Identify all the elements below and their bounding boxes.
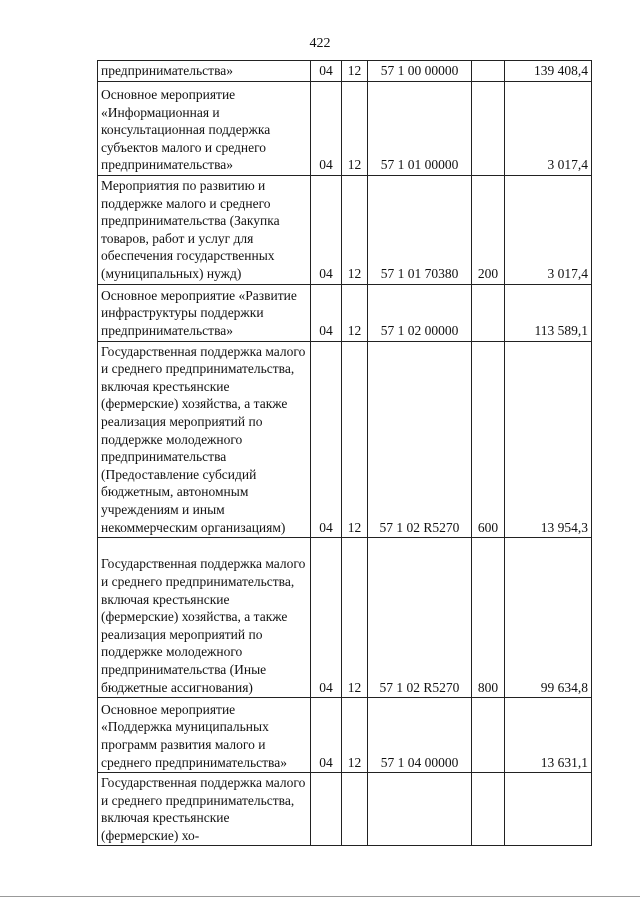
- subsection-code-cell: 12: [342, 82, 368, 176]
- amount-cell: 113 589,1: [505, 284, 592, 341]
- amount-cell: [505, 773, 592, 846]
- target-article-cell: 57 1 01 70380: [368, 176, 472, 285]
- target-article-cell: 57 1 04 00000: [368, 698, 472, 773]
- table-row: [98, 698, 592, 773]
- section-code-cell: 04: [311, 341, 342, 538]
- section-code-cell: 04: [311, 61, 342, 82]
- subsection-code-cell: 12: [342, 176, 368, 285]
- row-name-cell: предпринимательства»: [98, 61, 311, 82]
- target-article-cell: 57 1 02 00000: [368, 284, 472, 341]
- expense-type-cell: 800: [472, 538, 505, 698]
- subsection-code-cell: 12: [342, 284, 368, 341]
- footer-rule: [0, 896, 640, 897]
- expense-type-cell: [472, 773, 505, 846]
- amount-cell: 13 631,1: [505, 698, 592, 773]
- table-row: [98, 341, 592, 538]
- target-article-cell: 57 1 02 R5270: [368, 538, 472, 698]
- expense-type-cell: 200: [472, 176, 505, 285]
- row-name-cell: Государственная поддержка малого и среднего предпринимательства, включая крестьянские (фермерские) хо-: [98, 773, 311, 846]
- expense-type-cell: [472, 698, 505, 773]
- table-row: [98, 82, 592, 176]
- subsection-code-cell: 12: [342, 538, 368, 698]
- expense-type-cell: [472, 61, 505, 82]
- subsection-code-cell: 12: [342, 341, 368, 538]
- row-name-cell: Основное мероприятие «Информационная и консультационная поддержка субъектов малого и среднего предпринимательства»: [98, 82, 311, 176]
- amount-cell: 13 954,3: [505, 341, 592, 538]
- amount-cell: 139 408,4: [505, 61, 592, 82]
- table-row: [98, 284, 592, 341]
- target-article-cell: [368, 773, 472, 846]
- page-number: 422: [309, 36, 331, 51]
- table-row: [98, 773, 592, 846]
- expense-type-cell: [472, 82, 505, 176]
- section-code-cell: 04: [311, 82, 342, 176]
- subsection-code-cell: 12: [342, 61, 368, 82]
- section-code-cell: 04: [311, 284, 342, 341]
- section-code-cell: 04: [311, 176, 342, 285]
- row-name-cell: Основное мероприятие «Развитие инфраструктуры поддержки предпринимательства»: [98, 284, 311, 341]
- table-row: [98, 538, 592, 698]
- section-code-cell: 04: [311, 698, 342, 773]
- row-name-cell: Мероприятия по развитию и поддержке малого и среднего предпринимательства (Закупка товаров, работ и услуг для обеспечения государственных (муниципальных) нужд): [98, 176, 311, 285]
- amount-cell: 3 017,4: [505, 82, 592, 176]
- target-article-cell: 57 1 00 00000: [368, 61, 472, 82]
- budget-table: [97, 60, 592, 846]
- section-code-cell: 04: [311, 538, 342, 698]
- subsection-code-cell: [342, 773, 368, 846]
- table-row: [98, 61, 592, 82]
- row-name-cell: Основное мероприятие «Поддержка муниципальных программ развития малого и среднего предпринимательства»: [98, 698, 311, 773]
- row-name-cell: Государственная поддержка малого и среднего предпринимательства, включая крестьянские (фермерские) хозяйства, а также реализация мероприятий по поддержке молодежного предпринимательства (Предоставление субсидий бюджетным, автономным учреждениям и иным некоммерческим организациям): [98, 341, 311, 538]
- target-article-cell: 57 1 02 R5270: [368, 341, 472, 538]
- section-code-cell: [311, 773, 342, 846]
- expense-type-cell: [472, 284, 505, 341]
- target-article-cell: 57 1 01 00000: [368, 82, 472, 176]
- row-name-cell: Государственная поддержка малого и среднего предпринимательства, включая крестьянские (фермерские) хозяйства, а также реализация мероприятий по поддержке молодежного предпринимательства (Иные бюджетные ассигнования): [98, 538, 311, 698]
- table-row: [98, 176, 592, 285]
- subsection-code-cell: 12: [342, 698, 368, 773]
- expense-type-cell: 600: [472, 341, 505, 538]
- amount-cell: 3 017,4: [505, 176, 592, 285]
- amount-cell: 99 634,8: [505, 538, 592, 698]
